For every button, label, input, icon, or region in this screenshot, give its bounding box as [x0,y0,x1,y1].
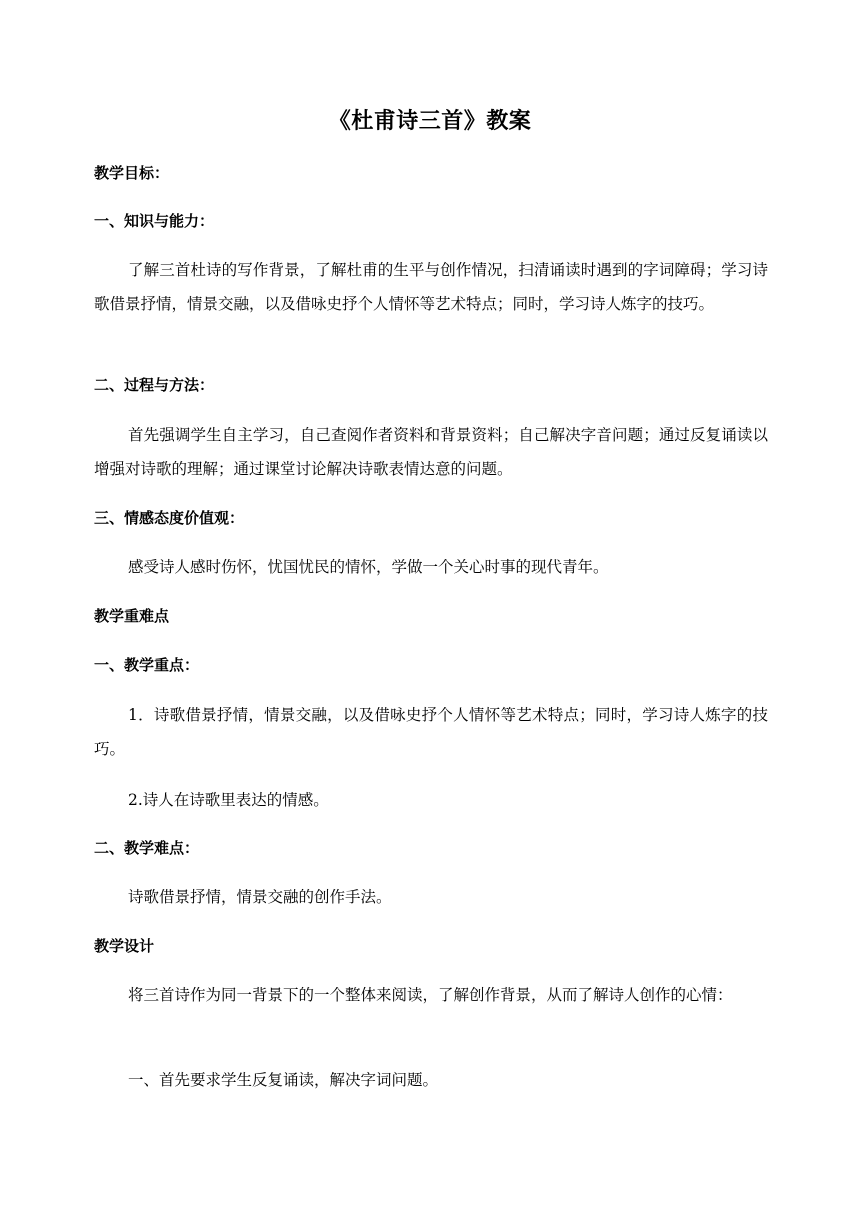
difficult-points-paragraph: 诗歌借景抒情，情景交融的创作手法。 [128,888,392,906]
key-point-2-paragraph: 2.诗人在诗歌里表达的情感。 [128,791,329,809]
emotion-values-paragraph: 感受诗人感时伤怀，忧国忧民的情怀，学做一个关心时事的现代青年。 [128,558,609,576]
key-point-1-paragraph: 1．诗歌借景抒情，情景交融，以及借咏史抒个人情怀等艺术特点；同时，学习诗人炼字的技巧。 [94,706,768,758]
teaching-design-paragraph: 将三首诗作为同一背景下的一个整体来阅读，了解创作背景，从而了解诗人创作的心情： [128,986,733,1004]
difficult-points-heading: 二、教学难点： [94,839,200,857]
teaching-design-step-1: 一、首先要求学生反复诵读，解决字词问题。 [128,1071,439,1089]
process-method-paragraph: 首先强调学生自主学习，自己查阅作者资料和背景资料；自己解决字音问题；通过反复诵读以增强对诗歌的理解；通过课堂讨论解决诗歌表情达意的问题。 [94,426,768,478]
key-points-heading: 一、教学重点： [94,656,200,674]
key-difficult-points-heading: 教学重难点 [94,607,170,625]
teaching-design-heading: 教学设计 [94,937,155,955]
teaching-goals-heading: 教学目标： [94,164,170,182]
document-title: 《杜甫诗三首》教案 [328,109,532,134]
emotion-values-heading: 三、情感态度价值观： [94,509,245,527]
process-method-heading: 二、过程与方法： [94,376,215,394]
knowledge-ability-heading: 一、知识与能力： [94,212,215,230]
knowledge-ability-paragraph: 了解三首杜诗的写作背景，了解杜甫的生平与创作情况，扫清诵读时遇到的字词障碍；学习诗歌借景抒情，情景交融，以及借咏史抒个人情怀等艺术特点；同时，学习诗人炼字的技巧。 [94,261,768,313]
